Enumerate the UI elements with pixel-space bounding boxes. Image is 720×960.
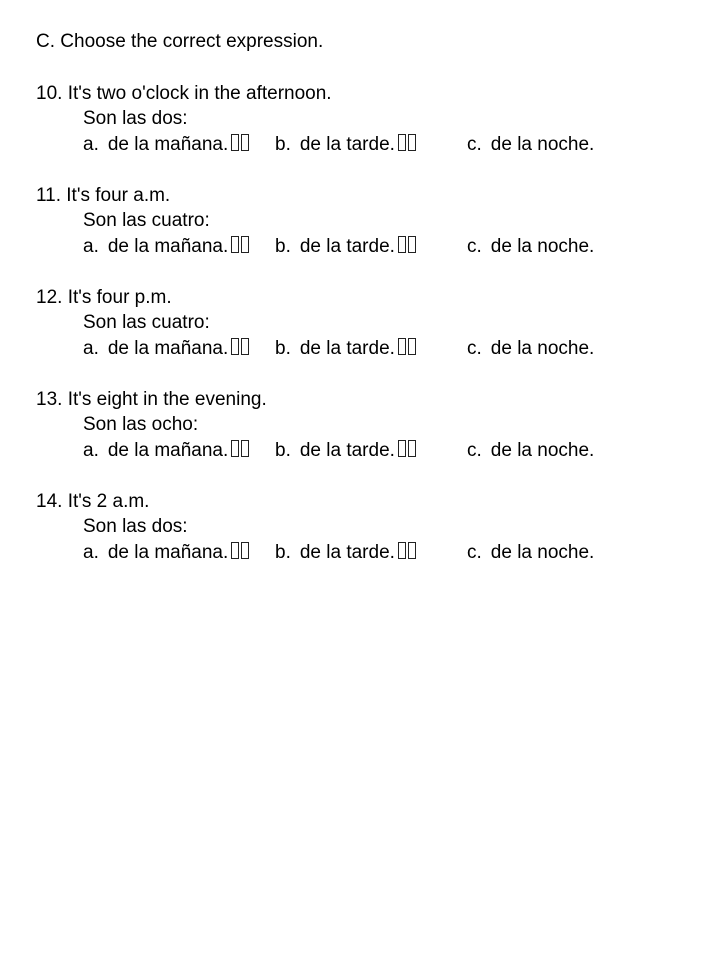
option-letter: a. (83, 236, 99, 257)
option-letter: c. (467, 236, 482, 257)
option-letter: a. (83, 440, 99, 461)
placeholder-box-icon (231, 338, 239, 355)
question-stem: Son las dos: (83, 516, 188, 537)
question-14 (36, 490, 696, 566)
option-letter: a. (83, 134, 99, 155)
option-letter: b. (275, 338, 291, 359)
answer-options (83, 438, 696, 464)
option-text: de la mañana. (107, 338, 229, 359)
option-text: de la tarde. (299, 338, 395, 359)
question-12 (36, 286, 696, 362)
placeholder-box-icon (398, 338, 406, 355)
option-text: de la noche. (490, 338, 595, 359)
option-text: de la noche. (490, 542, 595, 563)
option-text: de la noche. (490, 440, 595, 461)
question-prompt: 14. It's 2 a.m. (36, 491, 150, 512)
question-stem: Son las cuatro: (83, 210, 210, 231)
option-letter: b. (275, 236, 291, 257)
option-letter: b. (275, 440, 291, 461)
option-text: de la mañana. (107, 134, 229, 155)
placeholder-box-icon (408, 440, 416, 457)
option-letter: c. (467, 134, 482, 155)
placeholder-box-icon (398, 440, 406, 457)
question-stem: Son las ocho: (83, 414, 199, 435)
placeholder-box-icon (231, 236, 239, 253)
option-c[interactable] (467, 336, 594, 362)
option-c[interactable] (467, 132, 594, 158)
option-a[interactable] (83, 234, 249, 260)
section-heading: C. Choose the correct expression. (36, 31, 324, 52)
question-prompt: 12. It's four p.m. (36, 287, 172, 308)
placeholder-box-icon (231, 542, 239, 559)
option-text: de la mañana. (107, 440, 229, 461)
placeholder-box-icon (408, 236, 416, 253)
placeholder-box-icon (231, 440, 239, 457)
option-text: de la noche. (490, 236, 595, 257)
option-c[interactable] (467, 234, 594, 260)
option-letter: c. (467, 338, 482, 359)
option-b[interactable] (275, 234, 416, 260)
option-b[interactable] (275, 540, 416, 566)
question-11 (36, 184, 696, 260)
option-letter: c. (467, 542, 482, 563)
option-text: de la tarde. (299, 236, 395, 257)
question-stem: Son las dos: (83, 108, 188, 129)
placeholder-box-icon (398, 134, 406, 151)
option-c[interactable] (467, 438, 594, 464)
placeholder-box-icon (241, 134, 249, 151)
placeholder-box-icon (408, 338, 416, 355)
option-a[interactable] (83, 132, 249, 158)
answer-options (83, 234, 696, 260)
option-c[interactable] (467, 540, 594, 566)
option-letter: b. (275, 542, 291, 563)
option-letter: a. (83, 338, 99, 359)
placeholder-box-icon (241, 542, 249, 559)
option-a[interactable] (83, 540, 249, 566)
option-text: de la tarde. (299, 134, 395, 155)
option-letter: c. (467, 440, 482, 461)
question-stem: Son las cuatro: (83, 312, 210, 333)
placeholder-box-icon (231, 134, 239, 151)
answer-options (83, 540, 696, 566)
question-10 (36, 82, 696, 158)
option-b[interactable] (275, 438, 416, 464)
question-13 (36, 388, 696, 464)
question-prompt: 13. It's eight in the evening. (36, 389, 267, 410)
placeholder-box-icon (241, 440, 249, 457)
placeholder-box-icon (241, 236, 249, 253)
option-a[interactable] (83, 438, 249, 464)
placeholder-box-icon (408, 134, 416, 151)
option-text: de la noche. (490, 134, 595, 155)
placeholder-box-icon (398, 542, 406, 559)
answer-options (83, 336, 696, 362)
option-b[interactable] (275, 132, 416, 158)
answer-options (83, 132, 696, 158)
option-text: de la mañana. (107, 236, 229, 257)
question-prompt: 10. It's two o'clock in the afternoon. (36, 83, 332, 104)
placeholder-box-icon (408, 542, 416, 559)
option-text: de la mañana. (107, 542, 229, 563)
option-letter: a. (83, 542, 99, 563)
option-text: de la tarde. (299, 542, 395, 563)
placeholder-box-icon (398, 236, 406, 253)
option-text: de la tarde. (299, 440, 395, 461)
option-letter: b. (275, 134, 291, 155)
placeholder-box-icon (241, 338, 249, 355)
option-b[interactable] (275, 336, 416, 362)
question-prompt: 11. It's four a.m. (36, 185, 171, 206)
option-a[interactable] (83, 336, 249, 362)
